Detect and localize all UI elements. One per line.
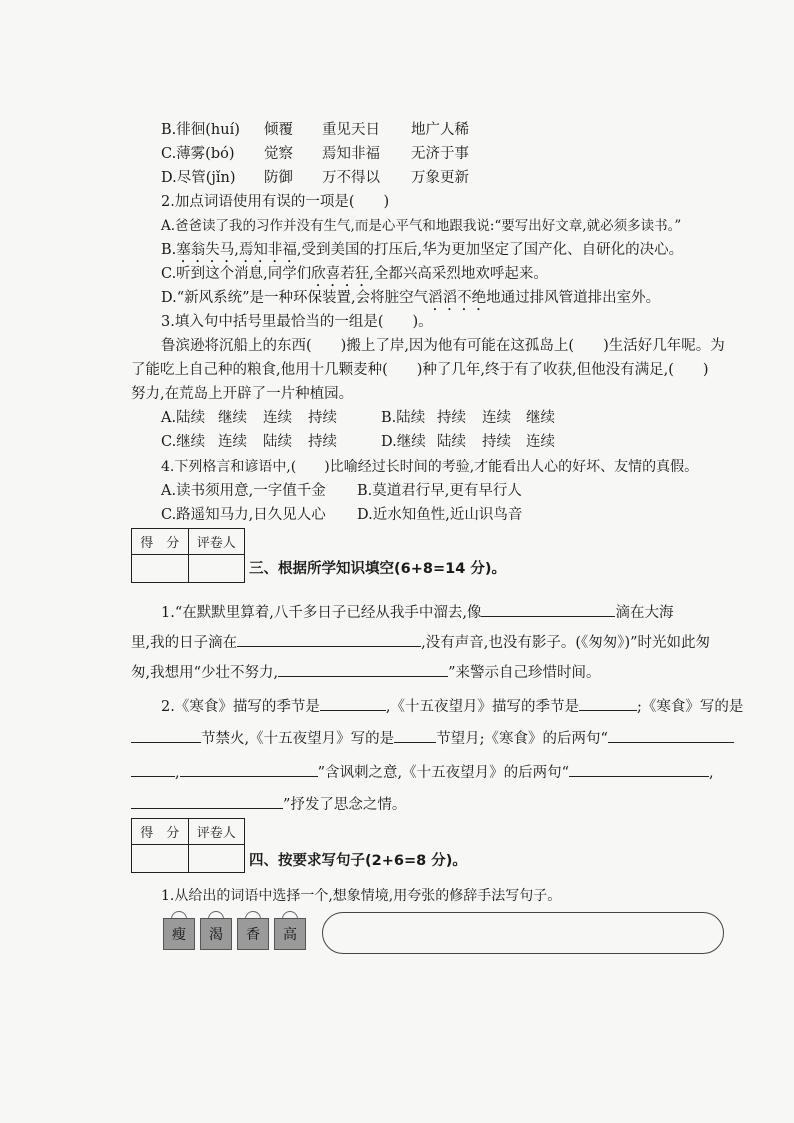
q2-option-d-prefix: D.“新风系统”是一种环保装置,会将脏空气: [161, 290, 429, 306]
s3-q1-line3-tail: ”来警示自己珍惜时间。: [448, 665, 601, 681]
s3-q2-line1: [161, 696, 743, 717]
s3-q1-line2: [131, 632, 710, 653]
q3-passage-line1: 鲁滨逊将沉船上的东西( )搬上了岸,因为他有可能在这孤岛上( )生活好几年呢。为: [161, 338, 725, 354]
q3-option-a-2: 继续: [218, 410, 247, 426]
q2-option-b-prefix: B.: [161, 242, 177, 258]
s3-q2-line1-text: 2.《寒食》描写的季节是: [161, 699, 320, 715]
q2-option-b-suffix: ,受到美国的打压后,华为更加坚定了国产化、自研化的决心。: [296, 242, 684, 258]
q1-option-c-word4: 无济于事: [411, 146, 469, 162]
q3-stem: 3.填入句中括号里最恰当的一组是( )。: [161, 314, 433, 330]
q2-option-c-dotted-words: 欣喜若狂: [311, 266, 370, 282]
q2-option-c: [161, 264, 548, 290]
s3-q1-line1: [161, 602, 673, 623]
q1-option-b-label: B.徘徊(huí): [161, 122, 240, 138]
q3-option-b-1: B.陆续: [381, 410, 426, 426]
q3-option-a-1: A.陆续: [161, 410, 206, 426]
grader-header: 评卷人: [188, 819, 244, 845]
q4-option-d: D.近水知鱼性,近山识鸟音: [357, 507, 523, 523]
answer-blank[interactable]: [579, 696, 637, 711]
q3-option-d-2: 陆续: [437, 434, 466, 450]
q3-option-c-3: 陆续: [263, 434, 292, 450]
score-header: 得 分: [132, 529, 189, 555]
q3-option-d-3: 持续: [482, 434, 511, 450]
q2-option-a: A.爸爸读了我的习作并没有生气,而是心平气和地跟我说:“要写出好文章,就必须多读书。”: [161, 218, 682, 234]
s3-q2-line1-mid: ,《十五夜望月》描写的季节是: [385, 699, 579, 715]
q2-option-c-suffix: ,全都兴高采烈地欢呼起来。: [369, 266, 548, 282]
answer-blank[interactable]: [569, 762, 709, 777]
q3-passage-line2: 了能吃上自己种的粮食,他用十几颗麦种( )种了几年,终于有了收获,但他没有满足,( ): [131, 362, 709, 378]
answer-blank[interactable]: [131, 762, 175, 777]
q4-option-c: C.路遥知马力,日久见人心: [161, 507, 326, 523]
q3-option-a-4: 持续: [308, 410, 337, 426]
q2-option-c-prefix: C.听到这个消息,同学们: [161, 266, 312, 282]
s3-q2-line3-tail: ,: [709, 765, 714, 781]
q2-option-d-suffix: 地通过排风管道排出室外。: [486, 290, 661, 306]
q2-option-b-dotted-words: 塞翁失马,焉知非福: [176, 242, 297, 258]
q3-option-d-4: 连续: [526, 434, 555, 450]
q1-option-c-word2: 觉察: [264, 146, 293, 162]
q3-passage-line3: 努力,在荒岛上开辟了一片种植园。: [131, 386, 354, 402]
s3-q2-line3-text: ”含讽刺之意,《十五夜望月》的后两句“: [317, 765, 570, 781]
answer-blank[interactable]: [237, 632, 421, 647]
q1-option-b-word3: 重见天日: [322, 122, 380, 138]
score-cell[interactable]: [132, 555, 189, 583]
s4-q1-stem: 1.从给出的词语中选择一个,想象情境,用夸张的修辞手法写句子。: [161, 888, 562, 904]
s3-q2-line4-text: ”抒发了思念之情。: [283, 797, 407, 813]
word-tag-ke[interactable]: 渴: [200, 918, 232, 950]
grader-cell[interactable]: [188, 555, 244, 583]
score-cell[interactable]: [132, 845, 189, 873]
answer-blank[interactable]: [320, 696, 386, 711]
answer-blank[interactable]: [180, 762, 318, 777]
s3-q1-line2-text: 里,我的日子滴在: [131, 635, 238, 651]
s3-q2-line4: [131, 794, 406, 815]
s3-q1-line1-text: 1.“在默默里算着,八千多日子已经从我手中溜去,像: [161, 605, 482, 621]
q2-option-d-dotted-words: 滔滔不绝: [428, 290, 487, 306]
answer-blank[interactable]: [394, 728, 436, 743]
word-tag-shou[interactable]: 瘦: [163, 918, 195, 950]
q1-option-b-word4: 地广人稀: [411, 122, 469, 138]
s3-q2-line3: [131, 762, 714, 783]
q4-option-a: A.读书须用意,一字值千金: [161, 483, 326, 499]
q2-option-b: [161, 240, 683, 266]
q2-option-d: [161, 288, 660, 314]
answer-blank[interactable]: [608, 728, 734, 743]
q1-option-c-label: C.薄雾(bó): [161, 146, 235, 162]
q1-option-c-word3: 焉知非福: [322, 146, 380, 162]
q1-option-d-word2: 防御: [264, 170, 293, 186]
section3-title: 三、根据所学知识填空(6+8=14 分)。: [249, 561, 506, 577]
q1-option-d-word3: 万不得以: [322, 170, 380, 186]
grader-header: 评卷人: [188, 529, 244, 555]
answer-blank[interactable]: [278, 662, 448, 677]
section4-title: 四、按要求写句子(2+6=8 分)。: [249, 853, 467, 869]
score-table-section4: [131, 818, 245, 873]
s3-q1-line2-tail: ,没有声音,也没有影子。(《匆匆》)”时光如此匆: [421, 635, 711, 651]
sentence-writing-box[interactable]: [322, 912, 724, 954]
score-header: 得 分: [132, 819, 189, 845]
s3-q1-line3: [131, 662, 601, 683]
s3-q1-line1-tail: 滴在大海: [615, 605, 674, 621]
q3-option-c-1: C.继续: [161, 434, 206, 450]
score-table-section3: [131, 528, 245, 583]
answer-blank[interactable]: [131, 794, 283, 809]
q1-option-b-word2: 倾覆: [264, 122, 293, 138]
q3-option-b-3: 连续: [482, 410, 511, 426]
s3-q2-line2-tail: 节望月;《寒食》的后两句“: [436, 731, 608, 747]
q1-option-d-label: D.尽管(jǐn): [161, 170, 236, 186]
q3-option-b-2: 持续: [437, 410, 466, 426]
q3-option-c-2: 连续: [218, 434, 247, 450]
word-tag-gao[interactable]: 高: [274, 918, 306, 950]
q3-option-c-4: 持续: [308, 434, 337, 450]
s3-q2-line2-text: 节禁火,《十五夜望月》写的是: [201, 731, 395, 747]
s3-q2-line1-tail: ;《寒食》写的是: [636, 699, 744, 715]
s3-q2-line3-comma: ,: [175, 765, 180, 781]
q3-option-b-4: 继续: [526, 410, 555, 426]
answer-blank[interactable]: [131, 728, 201, 743]
q2-stem: 2.加点词语使用有误的一项是( ): [161, 194, 390, 210]
q4-option-b: B.莫道君行早,更有早行人: [357, 483, 522, 499]
grader-cell[interactable]: [188, 845, 244, 873]
q1-option-d-word4: 万象更新: [411, 170, 469, 186]
q3-option-d-1: D.继续: [381, 434, 426, 450]
q4-stem: 4.下列格言和谚语中,( )比喻经过长时间的考验,才能看出人心的好坏、友情的真假。: [161, 459, 699, 475]
q3-option-a-3: 连续: [263, 410, 292, 426]
answer-blank[interactable]: [481, 602, 615, 617]
s3-q2-line2: [131, 728, 734, 749]
s3-q1-line3-text: 匆,我想用“少壮不努力,: [131, 665, 279, 681]
word-tag-xiang[interactable]: 香: [237, 918, 269, 950]
